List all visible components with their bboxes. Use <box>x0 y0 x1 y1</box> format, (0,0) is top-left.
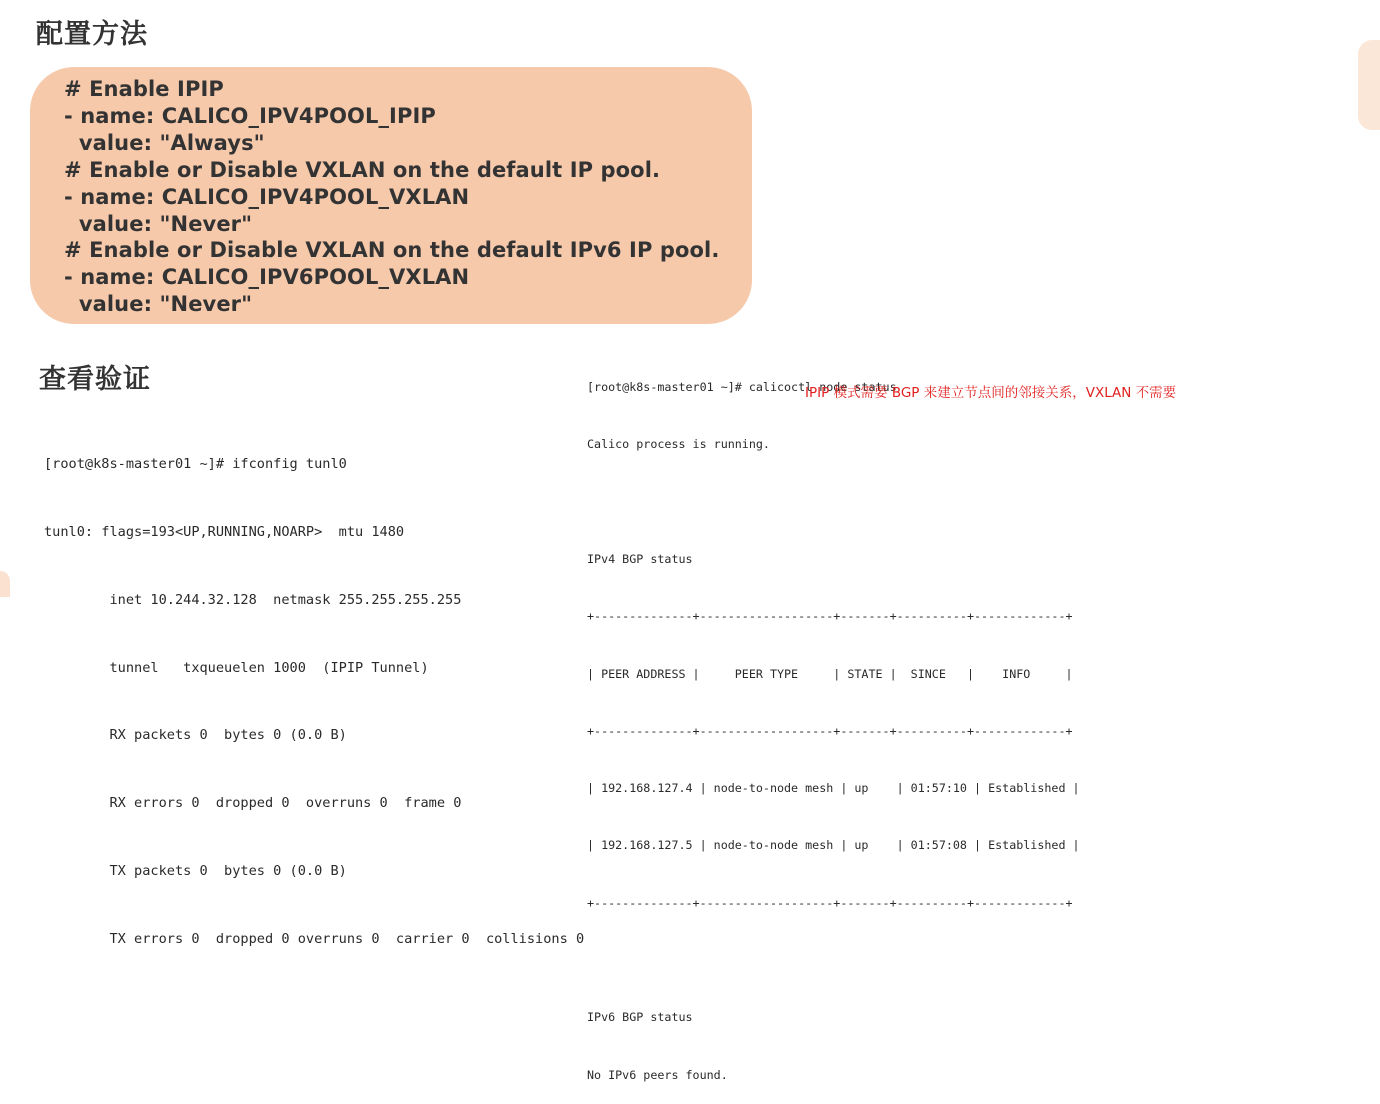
terminal-line: inet 10.244.32.128 netmask 255.255.255.255 <box>44 591 462 608</box>
table-header-row: | PEER ADDRESS | PEER TYPE | STATE | SINCE | INFO | <box>587 666 1073 681</box>
terminal-blank-line <box>587 951 1080 970</box>
terminal-line: IPv6 BGP status <box>587 1010 693 1025</box>
red-annotation-note: IPIP 模式需要 BGP 来建立节点间的邻接关系，VXLAN 不需要 <box>805 385 1177 401</box>
config-section-title: 配置方法 <box>36 19 148 50</box>
config-line: - name: CALICO_IPV4POOL_IPIP <box>64 103 436 128</box>
table-border-line: +--------------+-------------------+-------+----------+-------------+ <box>587 895 1073 910</box>
config-line: # Enable or Disable VXLAN on the default IPv6 IP pool. <box>64 238 720 263</box>
table-border-line: +--------------+-------------------+-------+----------+-------------+ <box>587 609 1073 624</box>
table-row: | 192.168.127.4 | node-to-node mesh | up | 01:57:10 | Established | <box>587 781 1080 796</box>
config-code-box <box>30 67 752 324</box>
terminal-line: tunl0: flags=193<UP,RUNNING,NOARP> mtu 1480 <box>44 523 405 540</box>
config-line: - name: CALICO_IPV6POOL_VXLAN <box>64 265 470 290</box>
corner-decoration-top-right <box>1358 40 1380 130</box>
config-line: value: "Always" <box>64 130 265 155</box>
ifconfig-terminal-output <box>44 408 584 973</box>
terminal-line: TX packets 0 bytes 0 (0.0 B) <box>44 862 347 879</box>
table-border-line: +--------------+-------------------+-------+----------+-------------+ <box>587 723 1073 738</box>
terminal-blank-line <box>587 493 1080 512</box>
config-line: # Enable or Disable VXLAN on the default IP pool. <box>64 157 661 182</box>
terminal-line: Calico process is running. <box>587 437 770 452</box>
terminal-line: [root@k8s-master01 ~]# ifconfig tunl0 <box>44 456 347 473</box>
terminal-line: RX packets 0 bytes 0 (0.0 B) <box>44 727 347 744</box>
terminal-line: TX errors 0 dropped 0 overruns 0 carrier 0 collisions 0 <box>44 930 585 947</box>
config-line: # Enable IPIP <box>64 77 224 101</box>
verify-section-title: 查看验证 <box>39 364 151 395</box>
corner-decoration-bottom-left <box>0 571 10 597</box>
terminal-line: No IPv6 peers found. <box>587 1067 728 1082</box>
terminal-line: RX errors 0 dropped 0 overruns 0 frame 0 <box>44 795 462 812</box>
terminal-line: tunnel txqueuelen 1000 (IPIP Tunnel) <box>44 659 429 676</box>
terminal-line: IPv4 BGP status <box>587 552 693 567</box>
table-row: | 192.168.127.5 | node-to-node mesh | up | 01:57:08 | Established | <box>587 838 1080 853</box>
calico-status-terminal-output <box>587 340 1080 1104</box>
config-line: value: "Never" <box>64 292 253 317</box>
config-line: - name: CALICO_IPV4POOL_VXLAN <box>64 184 470 209</box>
terminal-line: [root@k8s-master01 ~]# calicoctl node status <box>587 380 897 395</box>
config-line: value: "Never" <box>64 211 253 236</box>
